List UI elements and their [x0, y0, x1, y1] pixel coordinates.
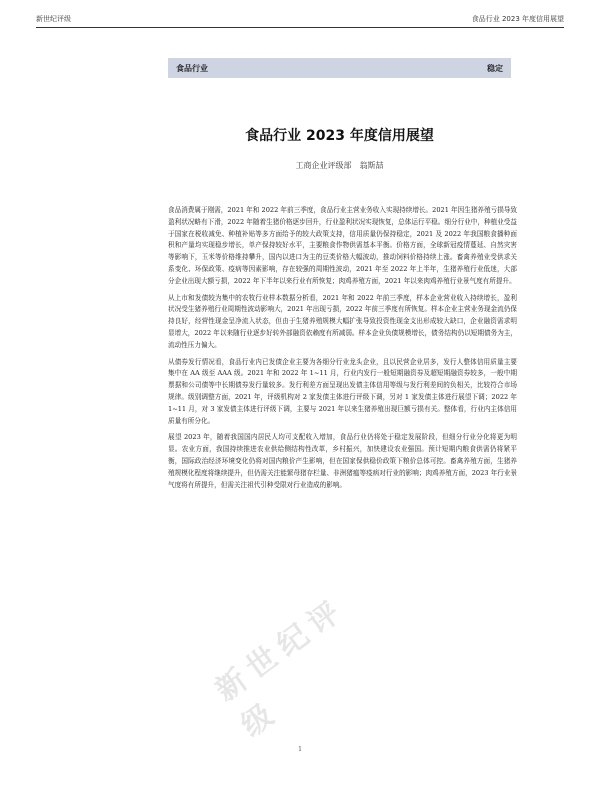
paragraph-sample-analysis: 从上市和发债较为集中的农牧行业样本数据分析看，2021 年和 2022 年前三季度，样本企业营业收入持续增长，盈利状况受生猪养殖行业周期性波动影响大，2021 年出现亏损，2022 年前三季度有所恢复。样本企业主营业务现金流仍保持良好，经营性现金呈净流入状态，但由于生猪养殖规模大幅扩张导致投资性现金支出形成较大缺口，企业融资需求明显增大，2022 年以来随行业逐步好转外部融资依赖度有所减弱。样本企业负债规模增长，债务结构仍以短期债务为主，流动性压力偏大。 — [168, 293, 517, 349]
report-title: 食品行业 2023 年度信用展望 — [245, 128, 434, 144]
report-body — [168, 205, 517, 496]
author-line: 工商企业评级部 翁斯喆 — [295, 161, 384, 170]
watermark: 新世纪评级 — [209, 590, 353, 745]
page-number: 1 — [298, 746, 302, 753]
outlook-label: 稳定 — [487, 64, 503, 73]
page-header — [36, 12, 564, 28]
report-name: 食品行业 2023 年度信用展望 — [471, 15, 564, 23]
industry-bar — [168, 58, 511, 78]
publisher-name: 新世纪评级 — [36, 15, 71, 23]
paragraph-industry-overview: 食品消费属于刚需，2021 年和 2022 年前三季度，食品行业主营业务收入实现持续增长。2021 年因生猪养殖亏损导致盈利状况略有下滑，2022 年随着生猪价格逐步回升，行业盈利状况实现恢复，总体运行平稳。细分行业中，种植业受益于国家在税收减免、种植补贴等多方面给予的较大政策支持，信用质量仍保持稳定，2021 及 2022 年我国粮食播种面积和产量均实现稳步增长，单产保持较好水平，主要粮食作物供需基本平衡。价格方面，全球新冠疫情蔓延、自然灾害等影响下，玉米等价格维持攀升，国内以进口为主的豆类价格大幅波动，推动饲料价格持续上涨。畜禽养殖业受供求关系变化、环保政策、疫病等因素影响，存在较强的周期性波动，2021 年至 2022 年上半年，生猪养殖行业低迷，大部分企业出现大额亏损，2022 年下半年以来行业有所恢复；肉鸡养殖方面，2021 年以来肉鸡养殖行业景气度有所提升。 — [168, 206, 517, 285]
header-rule — [36, 27, 564, 28]
paragraph-outlook-2023: 展望 2023 年，随着我国国内居民人均可支配收入增加，食品行业仍将处于稳定发展阶段，但细分行业分化将更为明显。农业方面，我国持续推进农业供给侧结构性改革，乡村振兴，加快建设农业强国。预计短期内粮食供需仍将紧平衡，国际政治经济环境变化仍将对国内粮价产生影响，但在国家保供稳价政策下粮价总体可控。畜禽养殖方面，生猪养殖规模化程度将继续提升，但仍需关注能繁母猪存栏量、非洲猪瘟等疫病对行业的影响；肉鸡养殖方面，2023 年行业景气度将有所提升，但需关注祖代引种受限对行业造成的影响。 — [168, 433, 517, 489]
paragraph-bond-issuance: 从债券发行情况看，食品行业内已发债企业主要为各细分行业龙头企业，且以民营企业居多，发行人整体信用质量主要集中在 AA 级至 AAA 级。2021 年和 2022 年 1~11 月，行业内发行一般短期融资券及超短期融资券较多，一般中期票据和公司债等中长期债券发行量较多。发行利差方面呈现出发债主体信用等级与发行利差间的负相关，比较符合市场规律。级别调整方面，2021 年，评级机构对 2 家发债主体进行评级下调，另对 1 家发债主体进行展望下调；2022 年 1~11 月，对 3 家发债主体进行评级下调，主要与 2021 年以来生猪养殖出现巨额亏损有关。整体看，行业内主体信用质量有所分化。 — [168, 357, 517, 425]
industry-label: 食品行业 — [176, 64, 208, 73]
